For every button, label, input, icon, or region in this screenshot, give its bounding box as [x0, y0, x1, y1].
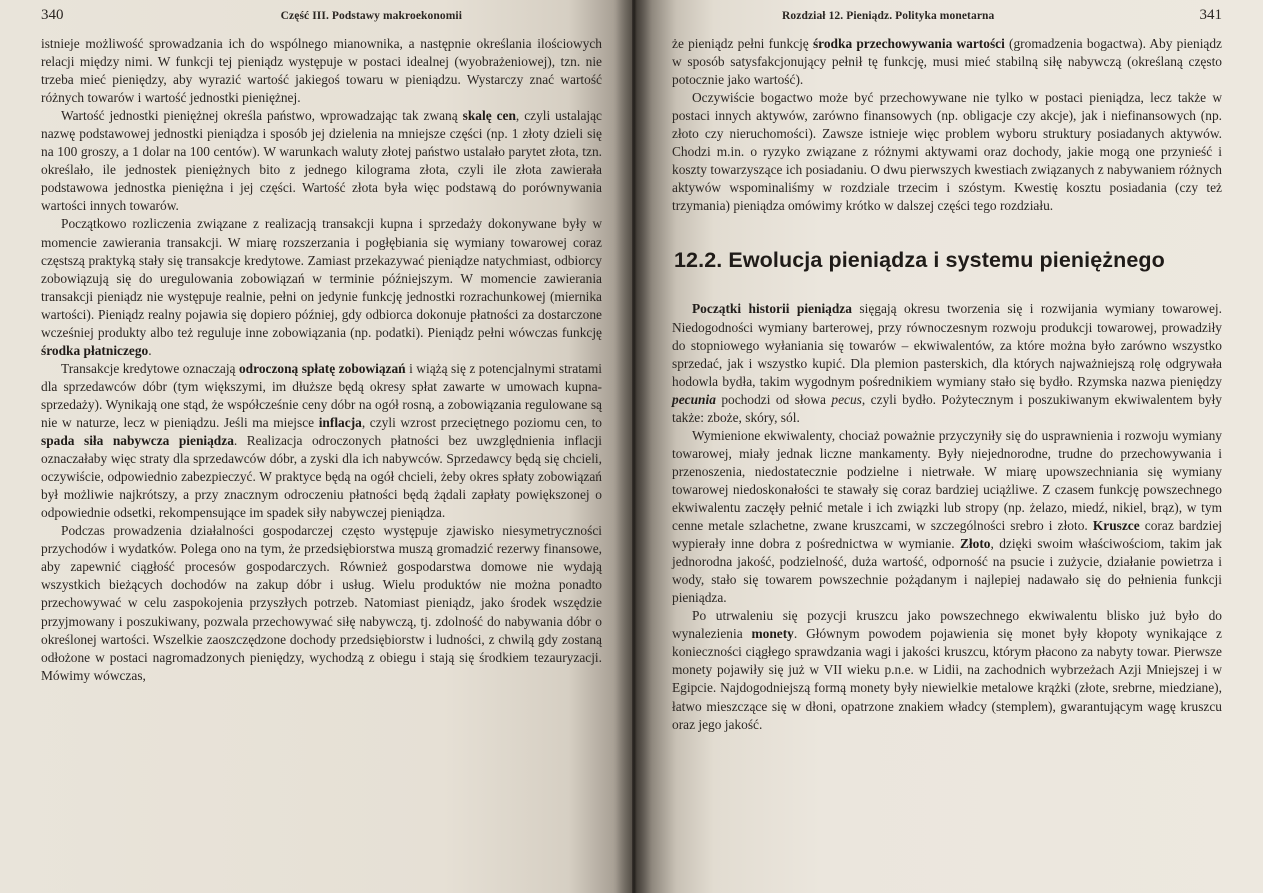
- paragraph: [41, 215, 602, 359]
- paragraph: [41, 35, 602, 107]
- paragraph: [41, 522, 602, 684]
- left-page-body: [41, 35, 602, 685]
- running-title: Rozdział 12. Pieniądz. Polityka monetarna: [782, 10, 995, 22]
- page-number: 341: [1199, 7, 1222, 23]
- text-run: coraz bardziej wypierały inne dobra z pośrednictwa w wymianie.: [672, 518, 1222, 552]
- paragraph: [672, 35, 1222, 89]
- text-run: i wiążą się z potencjalnymi stratami dla sprzedawców dóbr (tym większymi, im dłuższe będą okresy spłat zawarte w umowach kupna-sprzedaży). Wynikają one stąd, że współcześnie ceny dóbr na ogół rosną, a zobowiązania regulowane są nie w naturze, lecz w pieniądzu. Jeśli ma miejsce: [41, 360, 602, 430]
- bold-term: odroczoną spłatę zobowiązań: [238, 360, 406, 376]
- left-running-head: [41, 7, 602, 31]
- text-run: pochodzi od słowa: [715, 391, 832, 407]
- text-run: , czyli bydło. Pożytecznym i poszukiwanym ekwiwalentem były także: zboże, skóry, sól.: [672, 391, 1223, 425]
- bold-term: Początki historii pieniądza: [692, 301, 852, 317]
- page-number: 340: [41, 7, 64, 23]
- bold-term: inflacja: [318, 414, 362, 430]
- bold-term: monety: [751, 626, 794, 642]
- bold-term: skalę cen: [462, 108, 516, 124]
- text-run: Po utrwaleniu się pozycji kruszcu jako powszechnego ekwiwalentu blisko już było do wynalezienia: [672, 608, 1222, 642]
- paragraph: [41, 107, 602, 215]
- text-run: że pieniądz pełni funkcję: [672, 36, 813, 51]
- text-run: , czyli ustalając nazwę podstawowej jednostki pieniądza i sposób jej dzielenia na mniejsze części (np. 1 złoty dzieli się na 100 groszy, a 1 dolar na 100 centów). W warunkach waluty złotej państwo ustalało parytet złota, tzn. określało, ile jednostek pieniężnych bito z jednego kilograma złota, czyli ile złota zawierała podstawowa jednostka pieniężna i jej części. Wartość złota była więc podstawą do porównywania wartości innych towarów.: [41, 108, 602, 214]
- text-run: Wartość jednostki pieniężnej określa państwo, wprowadzając tak zwaną: [61, 108, 463, 124]
- text-run: Wymienione ekwiwalenty, chociaż poważnie przyczyniły się do usprawnienia i rozwoju wymiany towarowej, miały jednak liczne mankamenty. Były niejednorodne, trudne do przechowywania i przenoszenia, niedostatecznie podzielne i nietrwałe. W miarę upowszechniania się wymiany towarowej niedoskonałości te stawały się coraz bardziej uciążliwe. Z czasem funkcję powszechnego ekwiwalentu zaczęły pełnić metale i ich związki lub stropy (np. żelazo, miedź, nikiel, brąz), w tym cenne metale szlachetne, zwane kruszcami, w szczególności srebro i złoto.: [672, 427, 1222, 534]
- paragraph: [41, 360, 602, 522]
- text-run: sięgają okresu tworzenia się i rozwijania wymiany towarowej. Niedogodności wymiany barterowej, przy równoczesnym rozwoju produkcji towarowej, prowadziły do stopniowego wyłaniania się towarów – ekwiwalentów, za które można było zarówno wszystko sprzedać, jak i wszystko kupić. Dla plemion pasterskich, dla których najważniejszą rolę odgrywała hodowla bydła, takim wygodnym pośrednikiem wymiany stało się bydło. Rzymska nazwa pieniędzy: [672, 301, 1222, 389]
- text-run: istnieje możliwość sprowadzania ich do wspólnego mianownika, a następnie określania ilościowych relacji między nimi. W funkcji tej pieniądz występuje w postaci idealnej (wyobrażeniowej), tzn. nie trzeba mieć pieniędzy, aby wyrazić wartość jakiegoś towaru w pieniądzu. Wystarczy znać wartość różnych towarów i wartość jednostki pieniężnej.: [41, 36, 602, 106]
- bold-term: środka płatniczego: [41, 342, 149, 358]
- text-run: Podczas prowadzenia działalności gospodarczej często występuje zjawisko niesymetryczności przychodów i wydatków. Polega ono na tym, że przedsiębiorstwa muszą gromadzić rezerwy finansowe, aby zapewnić ciągłość procesów gospodarczych. Również gospodarstwa domowe nie wydają wszystkich bieżących dochodów na zakup dóbr i usług. Wielu produktów nie można ponadto przechowywać w celu zaspokojenia przyszłych potrzeb. Natomiast pieniądz, jako środek wszędzie przyjmowany i poszukiwany, pozwala przechowywać siłę nabywczą, tj. zdolność do nabywania dóbr o określonej wartości. Wszelkie zaoszczędzone dochody przedsiębiorstw i ludności, z chwilą gdy zostaną odłożone w postaci nagromadzonych pieniędzy, wychodzą z obiegu i stają się środkiem tezauryzacji. Mówimy wówczas,: [41, 523, 602, 683]
- section-heading: 12.2. Ewolucja pieniądza i systemu pieniężnego: [674, 248, 1165, 273]
- paragraph: [672, 89, 1222, 215]
- bold-term: Złoto: [959, 536, 991, 552]
- right-running-head: [652, 7, 1222, 31]
- text-run: , czyli wzrost przeciętnego poziomu cen, to: [361, 414, 603, 430]
- text-run: .: [148, 342, 152, 358]
- text-run: . Głównym powodem pojawienia się monet były kłopoty wynikające z konieczności ciągłego sprawdzania wagi i jakości kruszcu, którym płacono za nabyty towar. Pierwsze monety pojawiły się już w VII wieku p.n.e. w Lidii, na zachodnich wybrzeżach Azji Mniejszej i w Egipcie. Najdogodniejszą formą monety były niewielkie metalowe krążki (złote, srebrne, miedziane), łatwo mieszczące się w dłoni, opatrzone znakiem władcy (stemplem), gwarantującym wagę kruszcu oraz jego jakość.: [672, 626, 1222, 732]
- paragraph: [672, 300, 1222, 426]
- bold-term: środka przechowywania wartości: [812, 36, 1005, 51]
- italic-term: pecus: [831, 391, 862, 407]
- text-run: . Realizacja odroczonych płatności bez uwzględnienia inflacji oznaczałaby więc straty dla sprzedawców dóbr, a zyski dla ich nabywców. Sprzedawcy będą się chcieli, oczywiście, odpowiednio zabezpieczyć. W praktyce będą na ogół chcieli, żeby okres spłaty zobowiązań był możliwie najkrótszy, a przy znacznym odroczeniu płatności będą żądali zapłaty powiększonej o odpowiednie odsetki, rekompensujące im spadek siły nabywczej pieniądza.: [41, 433, 603, 521]
- right-page: [632, 0, 1263, 893]
- text-run: Oczywiście bogactwo może być przechowywane nie tylko w postaci pieniądza, lecz także w postaci innych aktywów, zarówno finansowych (np. obligacje czy akcje), jak i niefinansowych (np. złoto czy nieruchomości). Zawsze istnieje więc problem wyboru struktury posiadanych aktywów. Chodzi m.in. o ryzyko związane z różnymi aktywami oraz dochody, jakie mogą one przynieść i koszty towarzyszące ich posiadaniu. O dwu pierwszych kwestiach związanych z nabywaniem różnych aktywów wspominaliśmy w rozdziale trzecim i szóstym. Kwestię kosztu posiadania (czy też trzymania) pieniądza omówimy krótko w dalszej części tego rozdziału.: [672, 90, 1222, 214]
- text-run: , dzięki swoim właściwościom, takim jak jednorodna jakość, podzielność, duża wartość, odporność na psucie i zużycie, działanie powietrza i wody, stało się towarem powszechnie pożądanym i najlepiej nadawało się do pełnienia funkcji pieniądza.: [672, 536, 1222, 606]
- text-run: Początkowo rozliczenia związane z realizacją transakcji kupna i sprzedaży dokonywane były w momencie zawierania transakcji. W miarę rozszerzania i pogłębiania się wymiany towarowej coraz częstszą praktyką stały się transakcje kredytowe. Zamiast przekazywać pieniądze natychmiast, odbiorcy zobowiązują się do uregulowania zobowiązań w terminie późniejszym. W momencie zawierania transakcji pieniądz nie występuje realnie, pełni on jedynie funkcję jednostki rozrachunkowej (miernika wartości). Pieniądz realny pojawia się dopiero później, gdy odbiorca dokonuje płatności za dostarczone wcześniej produkty albo też reguluje inne zobowiązania (np. podatki). Pieniądz pełni wówczas funkcję: [41, 216, 602, 340]
- text-run: Transakcje kredytowe oznaczają: [61, 360, 239, 376]
- right-page-body-top: [652, 35, 1222, 215]
- paragraph: [672, 427, 1222, 607]
- running-title: Część III. Podstawy makroekonomii: [280, 10, 462, 22]
- right-page-body-bottom: [652, 300, 1222, 733]
- text-run: (gromadzenia bogactwa). Aby pieniądz w sposób satysfakcjonujący pełnił tę funkcję, musi mieć stabilną siłę nabywczą (określaną często potocznie jako wartość).: [672, 36, 1222, 88]
- bold-term: pecunia: [672, 391, 716, 407]
- paragraph: [672, 607, 1222, 733]
- bold-term: Kruszce: [1092, 518, 1140, 534]
- bold-term: spada siła nabywcza pieniądza: [41, 433, 234, 449]
